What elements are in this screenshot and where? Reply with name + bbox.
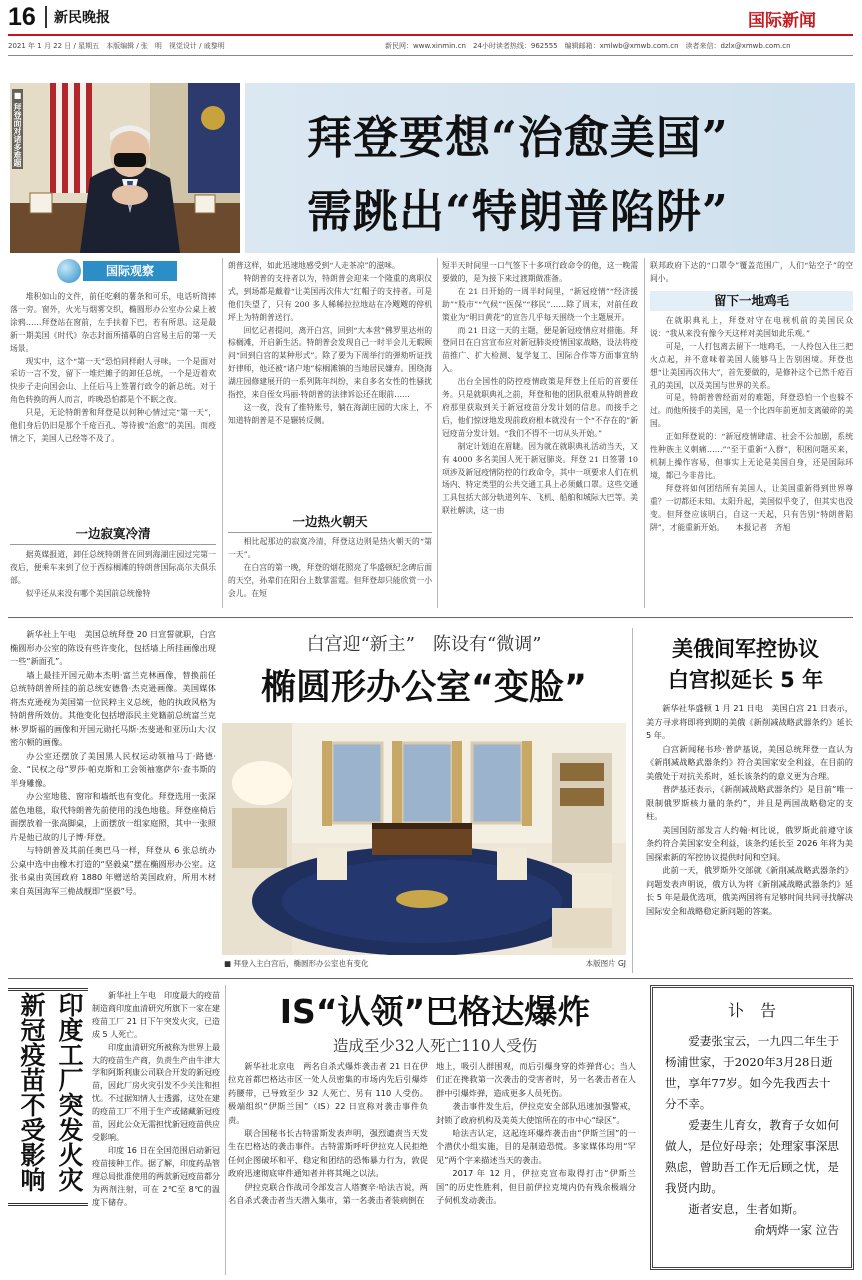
is-paragraph: 联合国秘书长古特雷斯发表声明，强烈谴责当天发生在巴格达的袭击事件。古特雷斯呼吁伊拉克人民拒绝任何企图破坏和平、稳定和团结的恐怖暴力行为，敦促政府迅速彻底审件通知者并将其绳之以法。: [228, 1128, 428, 1179]
lead-paragraph: 在 21 日开始的一周半时间里，“新冠疫情”“经济援助”“股市”“气候”“医保”“移民”……除了周末，对前任政策业为“明日黄花”的宣告几乎每天围绕一个主题展开。: [442, 286, 638, 322]
india-text: [92, 990, 220, 1270]
masthead-meta-right: 新民网：www.xinmin.cn 24小时读者热线：962555 编辑邮箱：xmlwb@xmwb.com.cn 读者来信：dzlx@xmwb.com.cn: [385, 42, 791, 50]
lead-paragraph: 相比起那边的寂寞冷清，拜登这边则是热火朝天的“第一天”。: [228, 537, 432, 559]
arms-headline-line1: 美俄间军控协议: [672, 637, 819, 661]
arms-text: [646, 702, 853, 974]
section-divider: [8, 617, 853, 618]
oval-office-paragraph: 办公室还摆放了美国黑人民权运动领袖马丁·路德·金、“民权之母”罗莎·帕克斯和工会领袖塞萨尔·查韦斯的半身雕像。: [10, 750, 216, 788]
is-paragraph: 伊拉克联合作战司令部发言人塔赛辛·哈法吉说，两名自杀式袭击者当天潜入集市，第一名袭击者装病倒在: [228, 1181, 428, 1206]
oval-office-photo: [222, 723, 626, 955]
oval-office-text: [10, 628, 216, 973]
obituary-line: 爱妻张宝云，一九四二年生于杨浦世家，于2020年3月28日逝世，享年77岁。如今先我西去十分不幸。: [665, 1034, 839, 1111]
oval-office-kicker: 白宫迎“新主” 陈设有“微调”: [306, 634, 542, 655]
india-paragraph: 印度血清研究所被称为世界上最大的疫苗生产商，负责生产由牛津大学和阿斯利康公司联合开发的新冠疫苗，因此厂房火灾引发不少关注和担忧。不过据知情人士透露，这处在建的疫苗工厂不用于生产或储藏新冠疫苗，因此公众无需担忧新冠疫苗供应受影响。: [92, 1042, 220, 1142]
oval-office-headline: 椭圆形办公室“变脸”: [260, 668, 587, 708]
obituary-box: [650, 985, 854, 1270]
lead-paragraph: 在就职典礼上，拜登对守在电视机前的美国民众说：“我从来没有像今天这样对美国如此乐观。”: [650, 316, 853, 338]
oval-office-paragraph: 墙上最挂开国元勋本杰明·富兰克林画像，替换前任总统特朗普所挂的前总统安德鲁·杰克逊画像。美国媒体将杰克逊视为美国第一位民粹主义总统，他的执政风格为特朗普所效仿。其他变化包括增添民主党籍前总统富兰克林·罗斯福的画像和开国元勋托马斯·杰斐逊和亚历山大·汉密尔顿的画像。: [10, 669, 216, 747]
lead-paragraph: 拜登将如何团结所有美国人，让美国重新得到世界尊重？一切都还未知。太阳升起，美国似乎变了，但其实也没变。但拜登应该明白，自这一天起，只有告别“特朗普陷阱”，才能重新开始。 本报记者 齐旭: [650, 483, 853, 532]
lead-col2: [228, 260, 432, 510]
obituary-line: 爱妻生儿育女，教育子女如何做人，是位好母亲；处理家事深思熟虑，曾助吾工作无后顾之忧，是我贤内助。: [665, 1118, 839, 1195]
is-col1: [228, 1060, 428, 1272]
masthead-red-rule: [8, 34, 853, 36]
lead-paragraph: 这一夜，没有了推特账号，躺在海湖庄园的大床上，不知道特朗普是不是辗转反侧。: [228, 402, 432, 425]
lead-paragraph: 可是，特朗普曾经面对的难题，拜登恐怕一个也躲不过。而他所接手的美国，是一个比四年前更加支离破碎的美国。: [650, 393, 853, 429]
lead-col4b: [650, 315, 853, 610]
arms-paragraph: 此前一天，俄罗斯外交部就《新削减战略武器条约》问题发表声明说，俄方认为将《新削减战略武器条约》延长 5 年是最优选项，俄美两国将有足够时间共同寻找解决国际安全和战略稳定新问题的答案。: [646, 865, 853, 916]
lead-paragraph: 联邦政府下达的“口罩令”覆盖范围广，人们“钻空子”的空间小。: [650, 261, 853, 283]
lead-paragraph: 短半天时间里一口气签下十多项行政命令的他，这一晚需要做的，是为接下来过渡期做准备。: [442, 261, 638, 283]
obituary-signature: 俞炳烨一家 泣告: [754, 1223, 839, 1237]
masthead-thin-rule: [8, 55, 853, 56]
is-paragraph: 袭击事件发生后，伊拉克安全部队迅速加强警戒，封锁了政府机构及美英大使馆所在的市中心“绿区”。: [436, 1101, 636, 1125]
lead-photo: [10, 83, 240, 253]
obituary-line: 逝者安息，生者如斯。: [688, 1202, 805, 1216]
lead-paragraph: 只是，无论特朗普和拜登是以何种心情过完“第一天”，他们身后仍旧是那个千疮百孔、等待被“治愈”的美国。而疫情之下，美国人已经等不及了。: [10, 408, 216, 443]
lead-paragraph: 在白宫的第一晚，拜登的烟花照亮了华盛顿纪念碑后面的天空，孙辈们在阳台上数掌雷霆。但拜登却只能欣赏一小会儿。在短: [228, 562, 432, 598]
oval-office-paragraph: 新华社上午电 美国总统拜登 20 日宣誓就职，白宫椭圆形办公室的陈设有些许变化，包括墙上所挂画像出现一些“新面孔”。: [10, 629, 216, 666]
oval-office-paragraph: 办公室地毯、窗帘和墙纸也有变化。拜登选用一张深蓝色地毯，取代特朗普先前使用的浅色地毯。拜登座椅后面摆放着一张高脚桌，上面摆放一组家庭照，其中一张照片是他已故的儿子博·拜登。: [10, 791, 216, 842]
oval-office-paragraph: 与特朗普及其前任奥巴马一样，拜登从 6 张总统办公桌中选中由橡木打造的“坚毅桌”摆在椭圆形办公室。这张书桌由英国政府 1880 年赠送给美国政府，所用木材来自英国海军三桅战舰即“坚毅”号。: [10, 845, 216, 896]
india-headline: 印度工厂突发火灾 新冠疫苗不受影响: [17, 992, 84, 1192]
oval-office-photo-caption: ■ 拜登入主白宫后，椭圆形办公室也有变化: [224, 959, 369, 968]
is-paragraph: 哈法吉认定，这起连环爆炸袭击由“伊斯兰国”的一个潜伏小组实施，目的是制造恐慌。多家媒体均用“罕见”两个字来描述当天的袭击。: [436, 1128, 636, 1165]
lead-headline-line2: 需跳出“特朗普陷阱”: [307, 185, 729, 238]
arms-paragraph: 新华社华盛顿 1 月 21 日电 美国白宫 21 日表示，美方寻求将即将到期的美俄《新削减战略武器条约》延长 5 年。: [646, 703, 853, 740]
arms-headline-line2: 白宫拟延长 5 年: [667, 668, 824, 692]
lead-paragraph: 制定计划迫在眉睫。因为就在就职典礼活动当天，又有 4000 多名美国人死于新冠肺炎。拜登 21 日签署 10 项涉及新冠疫情防控的行政命令，其中一项要求人们在机场内、特定类型的公共交通工具上必须戴口罩。这些交通工具包括大部分轨道列车、飞机、船舶和城际大巴等。美联社解读，这一由: [442, 441, 638, 516]
subhead-rule: [228, 532, 432, 533]
lead-col4: [650, 260, 853, 290]
subhead-feathers: 留下一地鸡毛: [650, 291, 853, 311]
masthead: [0, 0, 862, 62]
lead-paragraph: 特朗普的支持者以为，特朗普会迎来一个隆重的离职仪式，到场都是戴着“让美国再次伟大”红帽子的支持者。可是他们失望了，只有 200 多人稀稀拉拉地站在冷飕飕的停机坪上为特朗普送行。: [228, 273, 432, 322]
lead-paragraph: 正如拜登说的：“新冠疫情肆虐、社会不公加剧，系统性种族主义刺痛……”“至于重新“入群”，积困问题买来，机制上操作容易，但事实上无论是美国自身，还是国际环境，都已今非昔比。: [650, 432, 853, 480]
lead-paragraph: 出台全国性的防控疫情政策是拜登上任后的首要任务。只是就职典礼之前，拜登和他的团队很难从特朗普政府那里获取到关于新冠疫苗分发计划的信息。而接手之后，他们惊讶地发现前政府根本就没有一个“不存在的”新冠疫苗分发计划。“我们不得不一切从头开始。”: [442, 377, 638, 438]
lead-col2b: [228, 536, 432, 610]
lead-paragraph: 据英媒报道，卸任总统特朗普在回到海湖庄园过完第一夜后，便乘车来到了位于西棕榈滩的特朗普国际高尔夫俱乐部。: [10, 550, 216, 585]
globe-icon: [57, 259, 81, 283]
section-divider: [8, 978, 853, 979]
lead-paragraph: 现实中，这个“第一天”恐怕同样耐人寻味。一个是面对采访一言不发，留下一堆烂摊子的卸任总统，一个是迈着欢快步子走向国会山、上任后马上签署行政令的新总统。对于角色转换的两人而言，昨晚恐怕都是个不眠之夜。: [10, 356, 216, 405]
subhead-hot: 一边热火朝天: [292, 514, 368, 529]
obituary-title: 讣 告: [727, 1001, 776, 1020]
arms-paragraph: 普萨基还表示，《新削减战略武器条约》是目前“唯一限制俄罗斯核力量的条约”，并且是两国战略稳定的支柱。: [646, 784, 853, 821]
arms-paragraph: 美国国防部发言人约翰·柯比说，俄罗斯此前遵守该条约符合美国家安全利益，该条约延长至 2026 年将为美国探索新的军控协议提供时间和空间。: [646, 824, 853, 862]
is-paragraph: 地上，吸引人群围观，而后引爆身穿的炸弹背心；当人们正在搀救第一次袭击的受害者时，另一名袭击者在人群中引爆炸弹，造成更多人员死伤。: [436, 1061, 636, 1098]
column-logo-label: 国际观察: [83, 261, 177, 281]
india-paragraph: 印度 16 日在全国范围启动新冠疫苗接种工作。据了解，印度药品管理总局批准使用的两款新冠疫苗都分为两剂注射，可在 2℃至 8℃的温度下储存。: [92, 1145, 220, 1207]
subhead-cold: 一边寂寞冷清: [75, 526, 151, 541]
masthead-divider: [45, 6, 47, 28]
lead-paragraph: 朗普这样，如此迅速地感受到“人走茶凉”的滋味。: [228, 261, 400, 270]
lead-headline-line1: 拜登要想“治愈美国”: [307, 111, 729, 164]
lead-paragraph: 回忆记者提问，离开白宫，回到“大本营”佛罗里达州的棕榈滩，开启新生活。特朗普会发现自己一时半会儿无暇顾问“回到白宫的某种形式”。除了要为下周举行的弹劾听证找好律师，他还被“诸户地”棕榈滩镇的当地居民嫌弃。围绕海湖庄园修建展开的一系列陈年纠纷，来自多名女性的性骚扰指控，来自侄女玛丽·特朗普的法律诉讼还在眼前……: [228, 325, 432, 400]
section-name: 国际新闻: [748, 11, 816, 31]
lead-paragraph: 而 21 日这一天的主题，便是新冠疫情应对措施。拜登同日在白宫宣布应对新冠肺炎疫情国家战略，设法将疫苗推广、扩大检测、复学复工、国际合作等方面事宜纳入。: [442, 325, 638, 374]
is-headline: IS“认领”巴格达爆炸: [279, 992, 591, 1031]
paper-name: 新民晚报: [54, 10, 110, 26]
lead-col1b: [10, 549, 216, 609]
lead-paragraph: 堆积如山的文件，前任吃剩的薯条和可乐，电话听筒摔落一旁。窗外，火光与烟雾交织，椭圆形办公室办公桌上被涂鸦……拜登站在窗前，左手扶着下巴，若有所思。这是最新一期美国《时代》杂志封面所描摹的白宫易主后的第一天场景。: [10, 292, 216, 353]
lead-col3: [442, 260, 638, 610]
masthead-meta-left: 2021 年 1 月 22 日 / 星期五 本版编辑 / 张 明 视觉设计 / 戚黎明: [8, 42, 225, 50]
lead-paragraph: 似乎还从来没有哪个美国前总统像特: [25, 588, 151, 598]
is-paragraph: 2017 年 12 月，伊拉克宣布取得打击“伊斯兰国”的历史性胜利，但目前伊拉克境内仍有残余极端分子伺机发动袭击。: [436, 1168, 636, 1206]
column-logo: [57, 258, 185, 284]
column-divider: [644, 258, 645, 608]
india-paragraph: 新华社上午电 印度最大的疫苗制造商印度血清研究所旗下一家在建疫苗工厂 21 日下午突发火灾，已造成 5 人死亡。: [92, 991, 220, 1039]
is-subhead: 造成至少32人死亡110人受伤: [332, 1037, 538, 1055]
is-paragraph: 新华社北京电 两名自杀式爆炸袭击者 21 日在伊拉克首都巴格达市区一处人员密集的市场内先后引爆炸药腰带，已导致至少 32 人死亡、另有 110 人受伤。极端组织“伊斯兰国”（IS）22 日宣称对袭击事件负责。: [228, 1061, 428, 1125]
subhead-rule: [10, 544, 216, 545]
lead-col1: [10, 291, 216, 523]
lead-paragraph: 可是，一人打包离去留下一地鸡毛，一人拎包入住三把火点起，并不意味着美国人能够马上告别困境。拜登也想“让美国再次伟大”，首先要做的，是修补这个已然千疮百孔的美国，以及美国与世界的关系。: [650, 341, 853, 390]
lead-headline-block: [245, 83, 855, 253]
column-divider: [437, 258, 438, 608]
photo-credit: 本版图片 GJ: [585, 959, 626, 968]
page-number: 16: [8, 3, 36, 31]
lead-photo-caption: ■ 拜登面对诸多难题: [13, 91, 22, 167]
arms-paragraph: 白宫新闻秘书珍·普萨基说，美国总统拜登一直认为《新削减战略武器条约》符合美国家安全利益，在目前的美俄处于对抗关系时，延长该条约的意义更为合理。: [646, 743, 853, 781]
column-divider: [222, 258, 223, 608]
is-col2: [436, 1060, 636, 1272]
column-divider: [632, 628, 633, 973]
